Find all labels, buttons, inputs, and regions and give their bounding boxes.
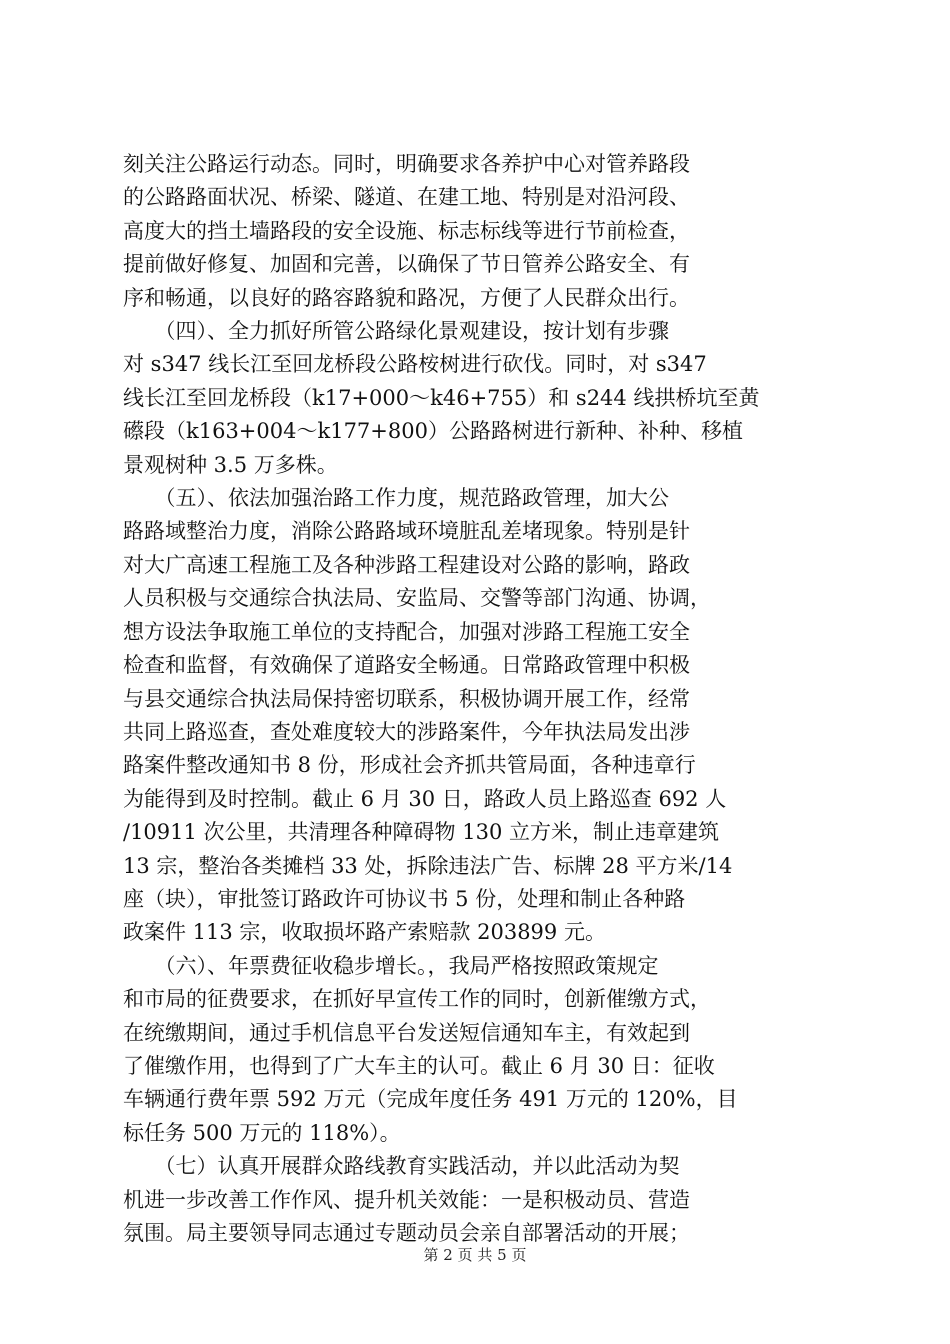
text-line: 景观树种 3.5 万多株。 xyxy=(123,452,338,477)
text-line: 想方设法争取施工单位的支持配合，加强对涉路工程施工安全 xyxy=(123,619,690,644)
text-line: 路案件整改通知书 8 份，形成社会齐抓共管局面，各种违章行 xyxy=(123,753,696,778)
text-line: 政案件 113 宗，收取损坏路产索赔款 203899 元。 xyxy=(123,920,606,945)
text-line: /10911 次公里，共清理各种障碍物 130 立方米，制止违章建筑 xyxy=(123,820,719,845)
text-line: 与县交通综合执法局保持密切联系，积极协调开展工作，经常 xyxy=(123,686,690,711)
text-line: （四）、全力抓好所管公路绿化景观建设，按计划有步骤 xyxy=(123,319,669,344)
text-line: 路路域整治力度，消除公路路域环境脏乱差堵现象。特别是针 xyxy=(123,519,690,544)
text-line: 提前做好修复、加固和完善，以确保了节日管养公路安全、有 xyxy=(123,252,690,277)
text-line: 礤段（k163+004～k177+800）公路路树进行新种、补种、移植 xyxy=(123,419,743,444)
text-line: 高度大的挡土墙路段的安全设施、标志标线等进行节前检查， xyxy=(123,218,690,243)
text-line: 氛围。局主要领导同志通过专题动员会亲自部署活动的开展； xyxy=(123,1221,690,1245)
text-line: 线长江至回龙桥段（k17+000～k46+755）和 s244 线拱桥坑至黄 xyxy=(123,385,760,410)
text-line: 检查和监督，有效确保了道路安全畅通。日常路政管理中积极 xyxy=(123,653,690,678)
text-line: 刻关注公路运行动态。同时，明确要求各养护中心对管养路段 xyxy=(123,152,690,176)
text-line: 序和畅通，以良好的路容路貌和路况，方便了人民群众出行。 xyxy=(123,285,690,310)
text-line: （五）、依法加强治路工作力度，规范路政管理，加大公 xyxy=(123,486,669,511)
text-line: 车辆通行费年票 592 万元（完成年度任务 491 万元的 120%，目 xyxy=(123,1087,738,1112)
body-text xyxy=(123,148,823,1250)
text-line: 对 s347 线长江至回龙桥段公路桉树进行砍伐。同时，对 s347 xyxy=(123,352,707,377)
text-line: （七）认真开展群众路线教育实践活动，并以此活动为契 xyxy=(123,1154,680,1179)
text-line: 机进一步改善工作作风、提升机关效能：一是积极动员、营造 xyxy=(123,1187,690,1212)
text-line: 和市局的征费要求，在抓好早宣传工作的同时，创新催缴方式， xyxy=(123,987,711,1012)
text-line: 标任务 500 万元的 118%）。 xyxy=(123,1120,401,1145)
text-line: 人员积极与交通综合执法局、安监局、交警等部门沟通、协调， xyxy=(123,586,711,611)
text-line: 13 宗，整治各类摊档 33 处，拆除违法广告、标牌 28 平方米/14 xyxy=(123,853,733,878)
text-line: 共同上路巡查，查处难度较大的涉路案件，今年执法局发出涉 xyxy=(123,719,690,744)
text-line: 对大广高速工程施工及各种涉路工程建设对公路的影响，路政 xyxy=(123,552,690,577)
text-line: 了催缴作用，也得到了广大车主的认可。截止 6 月 30 日：征收 xyxy=(123,1053,715,1078)
text-line: （六）、年票费征收稳步增长。，我局严格按照政策规定 xyxy=(123,953,659,978)
page-footer: 第 2 页 共 5 页 xyxy=(423,1246,527,1264)
text-line: 的公路路面状况、桥梁、隧道、在建工地、特别是对沿河段、 xyxy=(123,185,690,210)
text-line: 座（块），审批签订路政许可协议书 5 份，处理和制止各种路 xyxy=(123,886,686,911)
text-line: 为能得到及时控制。截止 6 月 30 日，路政人员上路巡查 692 人 xyxy=(123,786,727,811)
text-line: 在统缴期间，通过手机信息平台发送短信通知车主，有效起到 xyxy=(123,1020,690,1045)
